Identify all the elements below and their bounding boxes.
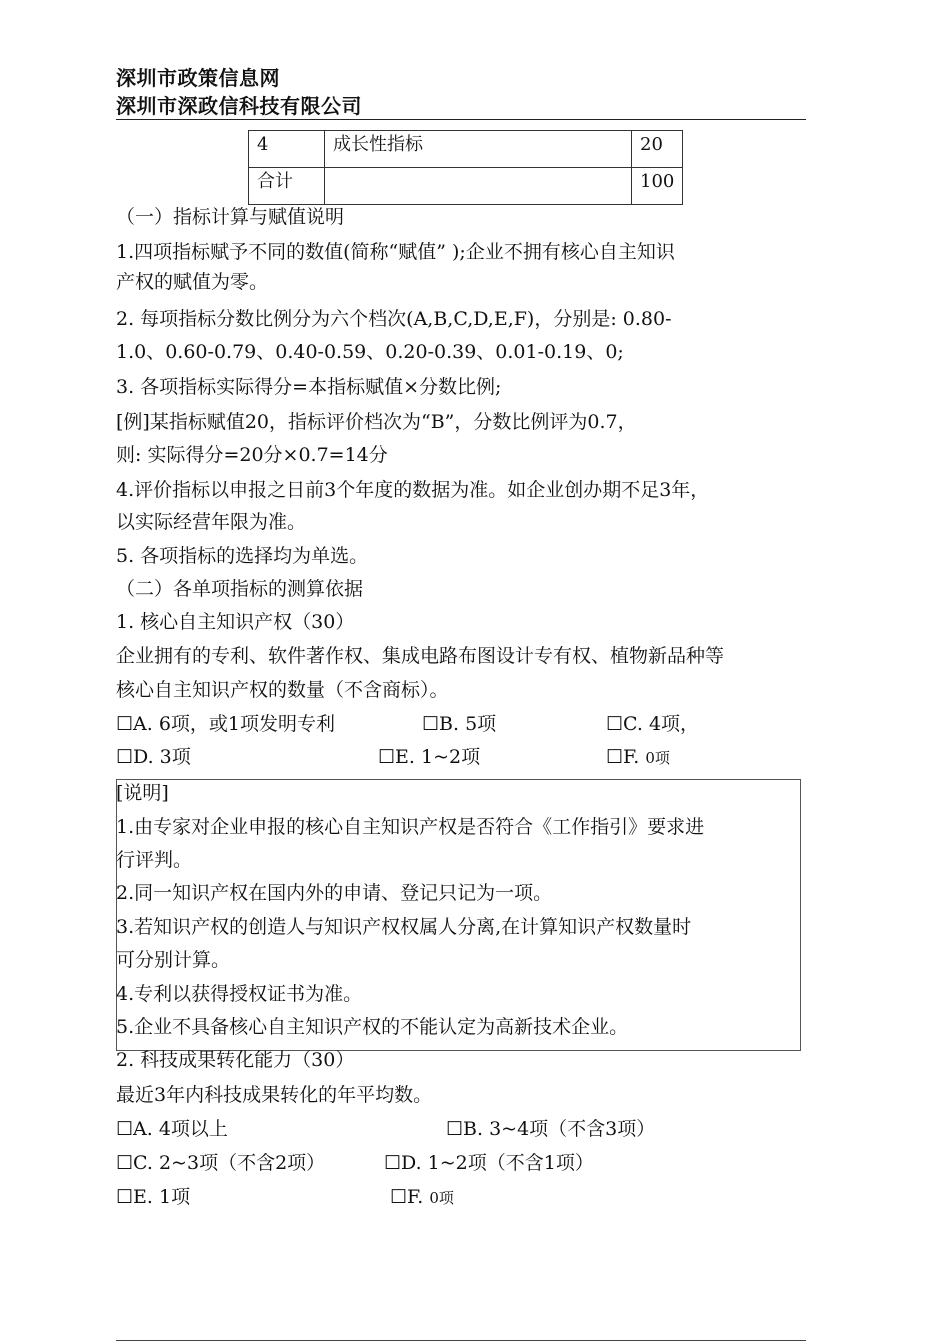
option-d-checkbox[interactable]: ☐D. 1~2项（不含1项）	[384, 1152, 594, 1174]
section-title-1: （一）指标计算与赋值说明	[116, 206, 345, 228]
note-item: 4.专利以获得授权证书为准。	[116, 983, 363, 1005]
option-b-checkbox[interactable]: ☐B. 5项	[422, 713, 497, 735]
note-item: 1.由专家对企业申报的核心自主知识产权是否符合《工作指引》要求进	[116, 816, 705, 838]
table-row	[249, 168, 683, 205]
header-divider	[116, 119, 806, 120]
index-table	[248, 130, 683, 205]
option-f-label: ☐F.	[606, 746, 640, 768]
paragraph: 3. 各项指标实际得分=本指标赋值×分数比例;	[116, 376, 502, 398]
page-header	[116, 64, 806, 120]
question-1-desc: 企业拥有的专利、软件著作权、集成电路布图设计专有权、植物新品种等	[116, 645, 725, 667]
table-cell-no: 合计	[249, 168, 325, 205]
note-item: 2.同一知识产权在国内外的申请、登记只记为一项。	[116, 882, 553, 904]
option-c-checkbox[interactable]: ☐C. 4项，	[606, 713, 700, 735]
table-cell-name	[325, 168, 632, 205]
question-1-desc: 核心自主知识产权的数量（不含商标）。	[116, 679, 449, 701]
question-1-title: 1. 核心自主知识产权（30）	[116, 611, 355, 633]
option-d-checkbox[interactable]: ☐D. 3项	[116, 746, 191, 768]
option-f-checkbox[interactable]	[606, 742, 670, 773]
note-item: 5.企业不具备核心自主知识产权的不能认定为高新技术企业。	[116, 1016, 629, 1038]
paragraph: 1.四项指标赋予不同的数值(简称“赋值” );企业不拥有核心自主知识	[116, 241, 675, 263]
paragraph: 2. 每项指标分数比例分为六个档次(A,B,C,D,E,F)，分别是: 0.80-	[116, 308, 672, 330]
table-row	[249, 131, 683, 168]
paragraph: 5. 各项指标的选择均为单选。	[116, 545, 369, 567]
option-a-checkbox[interactable]: ☐A. 6项，或1项发明专利	[116, 713, 336, 735]
header-company-name: 深圳市深政信科技有限公司	[116, 94, 362, 118]
footer-divider	[116, 1340, 806, 1341]
option-f-label: ☐F.	[390, 1186, 424, 1208]
paragraph: [例]某指标赋值20，指标评价档次为“B”，分数比例评为0.7，	[116, 411, 637, 433]
paragraph: 产权的赋值为零。	[116, 271, 269, 293]
question-2-title: 2. 科技成果转化能力（30）	[116, 1049, 355, 1071]
section-title-2: （二）各单项指标的测算依据	[116, 578, 364, 600]
table-cell-score: 100	[632, 168, 683, 205]
paragraph: 则: 实际得分=20分×0.7=14分	[116, 444, 388, 466]
paragraph: 4.评价指标以申报之日前3个年度的数据为准。如企业创办期不足3年，	[116, 479, 710, 501]
option-e-checkbox[interactable]: ☐E. 1项	[116, 1186, 191, 1208]
note-item: 3.若知识产权的创造人与知识产权权属人分离,在计算知识产权数量时	[116, 916, 692, 938]
note-item: 可分别计算。	[116, 949, 231, 971]
option-c-checkbox[interactable]: ☐C. 2~3项（不含2项）	[116, 1152, 326, 1174]
question-2-desc: 最近3年内科技成果转化的年平均数。	[116, 1084, 433, 1106]
note-title: [说明]	[116, 782, 169, 804]
header-site-name: 深圳市政策信息网	[116, 66, 280, 90]
option-f-value: 0项	[429, 1189, 454, 1207]
table-cell-no: 4	[249, 131, 325, 168]
paragraph: 1.0、0.60-0.79、0.40-0.59、0.20-0.39、0.01-0.19、0;	[116, 341, 624, 363]
table-cell-score: 20	[632, 131, 683, 168]
option-a-checkbox[interactable]: ☐A. 4项以上	[116, 1118, 228, 1140]
paragraph: 以实际经营年限为准。	[116, 511, 307, 533]
option-e-checkbox[interactable]: ☐E. 1~2项	[378, 746, 481, 768]
option-f-value: 0项	[645, 749, 670, 767]
table-cell-name: 成长性指标	[325, 131, 632, 168]
option-f-checkbox[interactable]	[390, 1182, 454, 1213]
note-item: 行评判。	[116, 849, 193, 871]
option-b-checkbox[interactable]: ☐B. 3~4项（不含3项）	[446, 1118, 656, 1140]
